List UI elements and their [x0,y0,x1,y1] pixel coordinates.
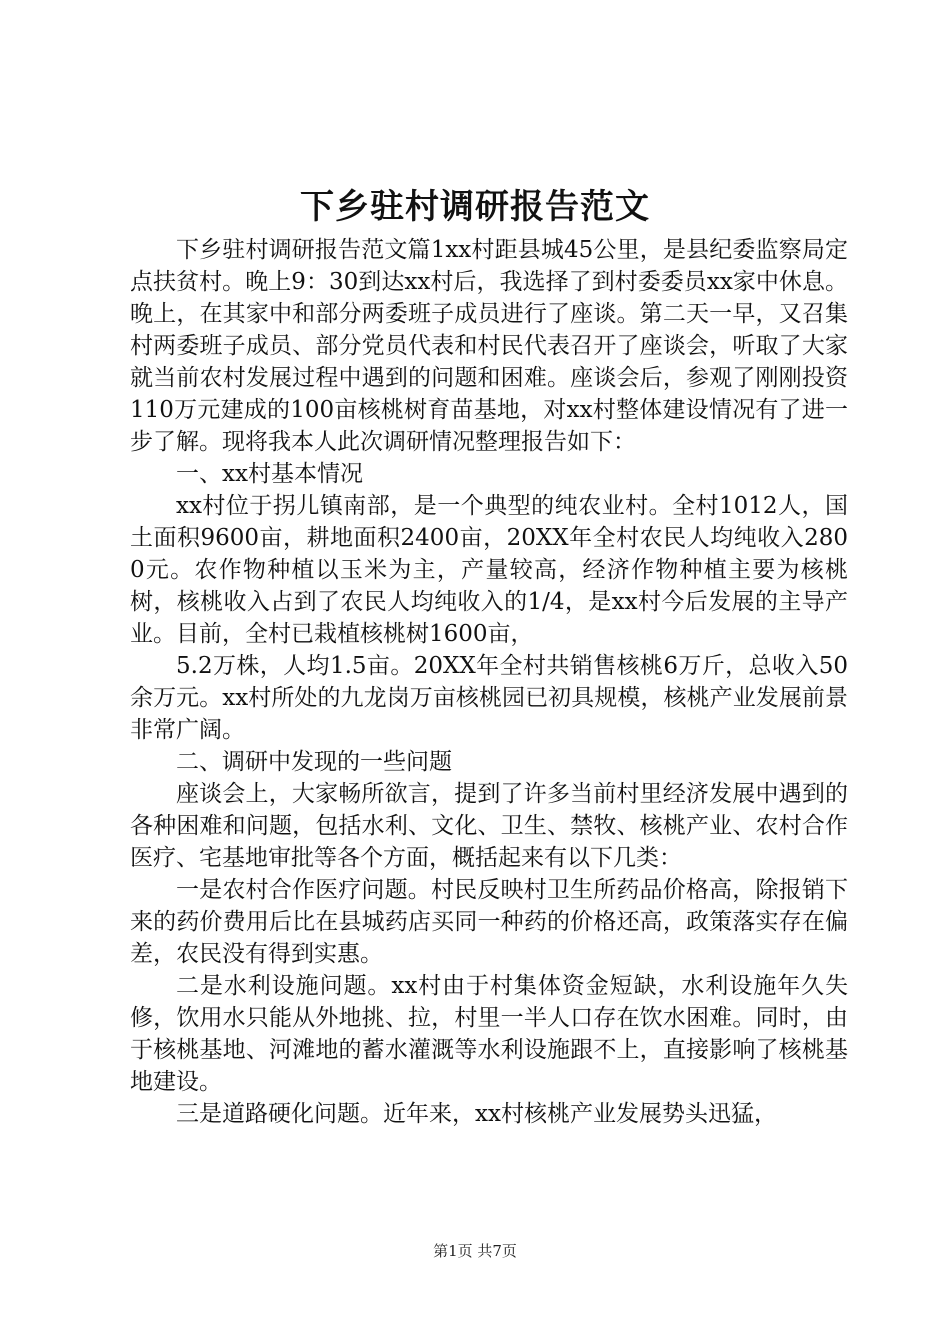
section-heading-2: 二、调研中发现的一些问题 [176,749,452,775]
paragraph-medical-issue: 一是农村合作医疗问题。村民反映村卫生所药品价格高，除报销下来的药价费用后比在县城药店买同一种药的价格还高，政策落实存在偏差，农民没有得到实惠。 [130,877,848,967]
paragraph-meeting: 座谈会上，大家畅所欲言，提到了许多当前村里经济发展中遇到的各种困难和问题，包括水利、文化、卫生、禁牧、核桃产业、农村合作医疗、宅基地审批等各个方面，概括起来有以下几类： [130,781,848,871]
document-body [130,234,848,1130]
document-title: 下乡驻村调研报告范文 [300,187,650,227]
paragraph-basic-info: xx村位于拐儿镇南部，是一个典型的纯农业村。全村1012人，国土面积9600亩，耕地面积2400亩，20XX年全村农民人均纯收入2800元。农作物种植以玉米为主，产量较高，经济作物种植主要为核桃树，核桃收入占到了农民人均纯收入的1/4，是xx村今后发展的主导产业。目前，全村已栽植核桃树1600亩， [130,493,848,647]
paragraph-water-issue: 二是水利设施问题。xx村由于村集体资金短缺，水利设施年久失修，饮用水只能从外地挑、拉，村里一半人口存在饮水困难。同时，由于核桃基地、河滩地的蓄水灌溉等水利设施跟不上，直接影响了核桃基地建设。 [130,973,848,1095]
section-heading-1: 一、xx村基本情况 [176,461,363,487]
paragraph-walnut-sales: 5.2万株，人均1.5亩。20XX年全村共销售核桃6万斤，总收入50余万元。xx村所处的九龙岗万亩核桃园已初具规模，核桃产业发展前景非常广阔。 [130,653,848,743]
paragraph-road-issue: 三是道路硬化问题。近年来，xx村核桃产业发展势头迅猛， [176,1101,777,1127]
paragraph-intro: 下乡驻村调研报告范文篇1xx村距县城45公里，是县纪委监察局定点扶贫村。晚上9：30到达xx村后，我选择了到村委委员xx家中休息。晚上，在其家中和部分两委班子成员进行了座谈。第二天一早，又召集村两委班子成员、部分党员代表和村民代表召开了座谈会，听取了大家就当前农村发展过程中遇到的问题和困难。座谈会后，参观了刚刚投资110万元建成的100亩核桃树育苗基地，对xx村整体建设情况有了进一步了解。现将我本人此次调研情况整理报告如下： [130,237,848,455]
page-footer: 第1页 共7页 [433,1242,517,1260]
